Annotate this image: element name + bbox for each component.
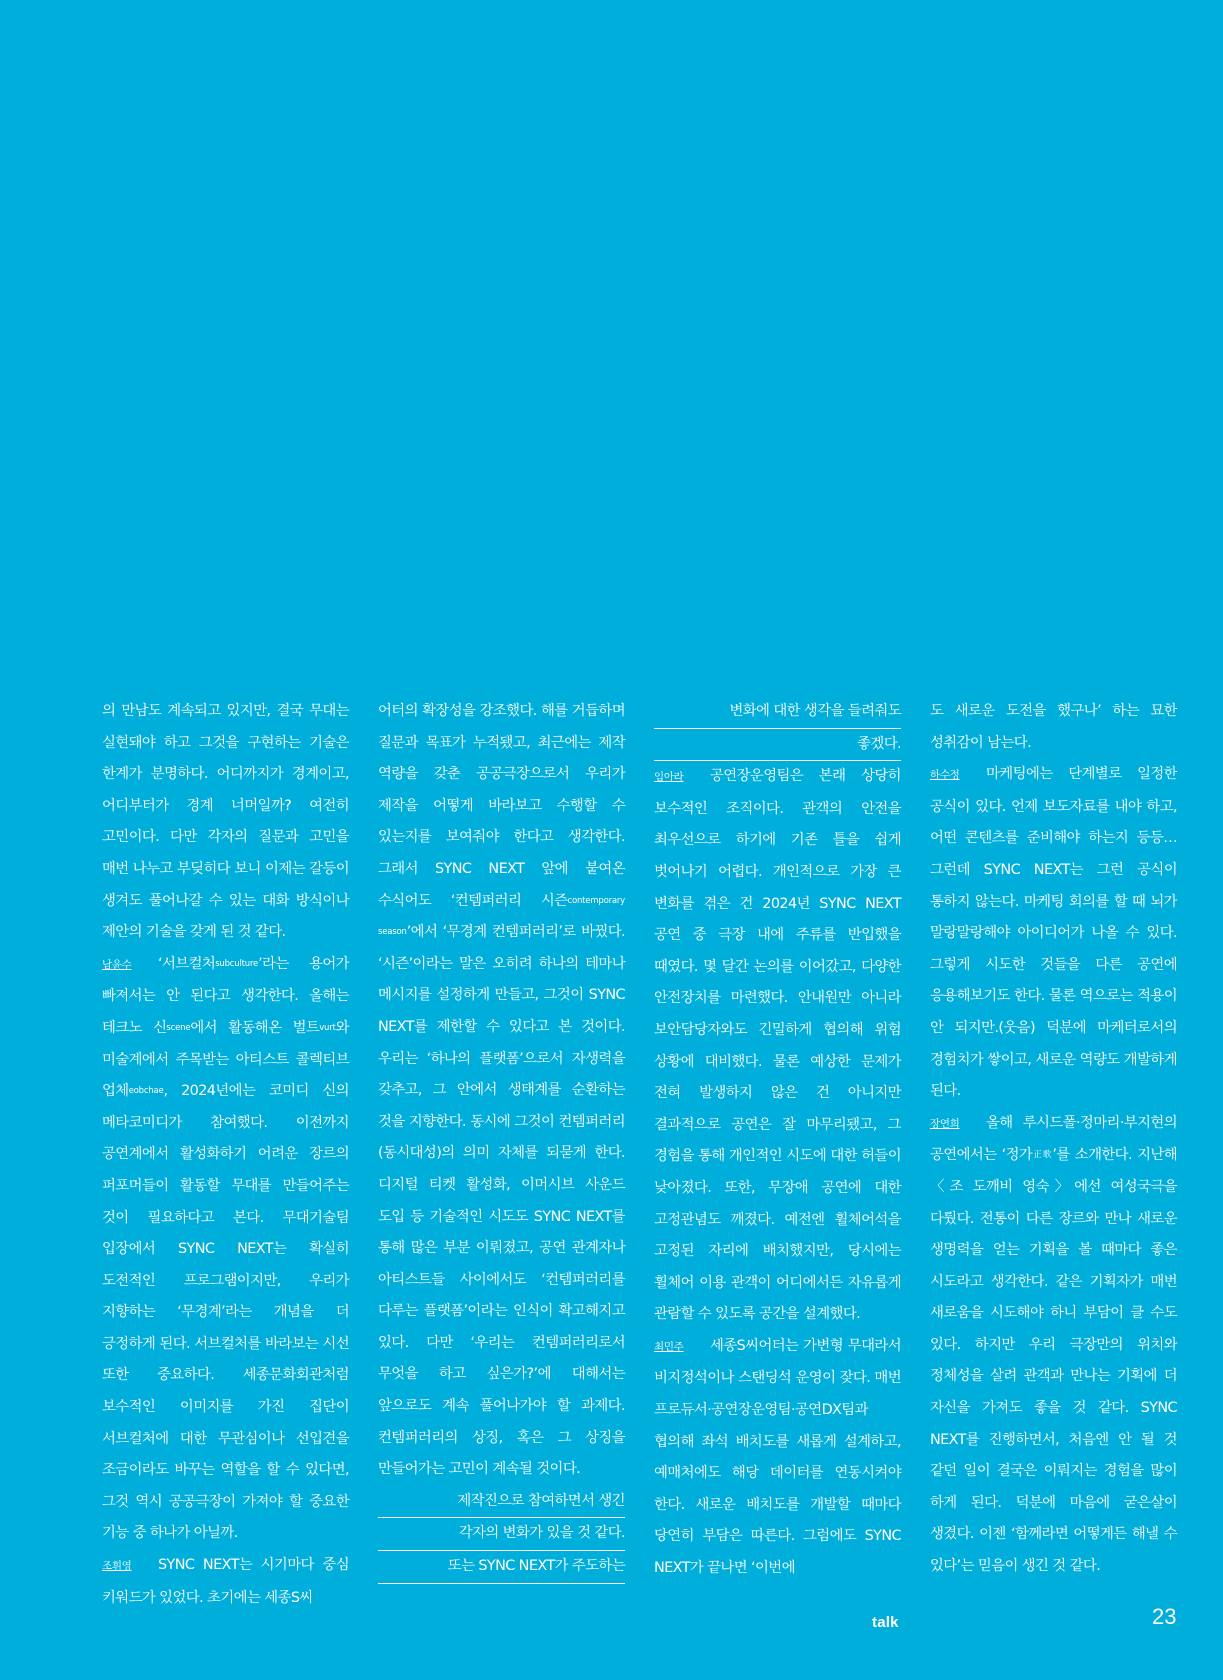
superscript-term: contemporary season — [378, 895, 625, 938]
question-line: 또는 SYNC NEXT가 주도하는 — [378, 1551, 625, 1584]
question-line: 제작진으로 참여하면서 생긴 — [378, 1486, 625, 1519]
text-run: 공연장운영팀은 본래 상당히 보수적인 조직이다. 관객의 안전을 최우선으로 하기에 기존 틀을 쉽게 벗어나기 어렵다. 개인적으로 가장 큰 변화를 겪은 건 2024년 SYNC NEXT 공연 중 극장 내에 주류를 반입했을 때였다. 몇 달간 논의를 이어갔고, 다양한 안전장치를 마련했다. 안내원만 아니라 보안담당자와도 긴밀하게 협의해 위험 상황에 대비했다. 물론 예상한 문제가 전혀 발생하지 않은 건 아니지만 결과적으로 공연은 잘 마무리됐고, 그 경험을 통해 개인적인 시도에 대한 허들이 낮아졌다. 또한, 무장애 공연에 대한 고정관념도 깨졌다. 예전엔 휠체어석을 고정된 자리에 배치했지만, 당시에는 휠체어 이용 관객이 어디에서든 자유롭게 관람할 수 있도록 공간을 설계했다. — [654, 768, 901, 1323]
speaker-name: 하수정 — [930, 769, 960, 782]
paragraph — [930, 1108, 1177, 1583]
question-line: 변화에 대한 생각을 들려줘도 — [654, 696, 901, 729]
text-run: 올해 루시드폴·정마리·부지현의 공연에서는 ‘정가 — [930, 1114, 1177, 1164]
paragraph: 도 새로운 도전을 했구나’ 하는 묘한 성취감이 남는다. — [930, 703, 1177, 751]
paragraph — [654, 1331, 901, 1585]
speaker-name: 남윤수 — [102, 958, 132, 971]
text-run: ’를 소개한다. 지난해 〈조 도깨비 영숙〉에선 여성국극을 다뤘다. 전통이 다른 장르와 만나 새로운 생명력을 얻는 기획을 볼 때마다 좋은 시도라고 생각한다. 같은 기획자가 매번 새로움을 시도해야 하니 부담이 클 수도 있다. 하지만 우리 극장만의 위치와 정체성을 살려 관객과 만나는 기획에 더 자신을 가져도 좋을 것 같다. SYNC NEXT를 진행하면서, 처음엔 안 될 것 같던 일이 결국은 이뤄지는 경험을 많이 하게 된다. 덕분에 마음에 굳은살이 생겼다. 이젠 ‘함께라면 어떻게든 해낼 수 있다’는 믿음이 생긴 것 같다. — [930, 1147, 1177, 1575]
text-run: 와 미술계에서 주목받는 아티스트 콜렉티브 업체 — [102, 1019, 349, 1100]
paragraph — [378, 696, 625, 1486]
superscript-term: subculture — [215, 958, 259, 969]
interview-question — [654, 696, 901, 761]
superscript-term: scene — [166, 1022, 191, 1033]
text-column-2 — [378, 696, 625, 1584]
speaker-name: 장연희 — [930, 1117, 960, 1130]
text-column-1 — [102, 696, 349, 1614]
text-run: 에서 활동해온 벌트 — [190, 1019, 320, 1036]
paragraph — [654, 761, 901, 1331]
interview-question — [378, 1486, 625, 1584]
speaker-name: 조휘영 — [102, 1560, 132, 1573]
text-column-3 — [654, 696, 901, 1585]
superscript-term: eobchae — [128, 1086, 164, 1097]
text-run: 어터의 확장성을 강조했다. 해를 거듭하며 질문과 목표가 누적됐고, 최근에는 제작 역량을 갖춘 공공극장으로서 우리가 제작을 어떻게 바라보고 수행할 수 있는지를 보여줘야 한다고 생각한다. 그래서 SYNC NEXT 앞에 붙여온 수식어도 ‘컨템퍼러리 시즌 — [378, 703, 625, 909]
text-column-4 — [930, 696, 1177, 1583]
speaker-name: 임아라 — [654, 771, 684, 784]
question-line: 각자의 변화가 있을 것 같다. — [378, 1518, 625, 1551]
paragraph: 의 만남도 계속되고 있지만, 결국 무대는 실현돼야 하고 그것을 구현하는 기술은 한계가 분명하다. 어디까지가 경계이고, 어디부터가 경계 너머일까? 여전히 고민이다. 다만 각자의 질문과 고민을 매번 나누고 부딪히다 보니 이제는 갈등이 생겨도 풀어나갈 수 있는 대화 방식이나 제안의 기술을 갖게 된 것 같다. — [102, 703, 349, 941]
page-number: 23 — [1152, 1604, 1177, 1629]
text-run: , 2024년에는 코미디 신의 메타코미디가 참여했다. 이전까지 공연계에서 활성화하기 어려운 장르의 퍼포머들이 활동할 무대를 만들어주는 것이 필요하다고 본다. 무대기술팀 입장에서 SYNC NEXT는 확실히 도전적인 프로그램이지만, 우리가 지향하는 ‘무경계’라는 개념을 더 긍정하게 된다. 서브컬처를 바라보는 시선 또한 중요하다. 세종문화회관처럼 보수적인 이미지를 가진 집단이 서브컬처에 대한 무관심이나 선입견을 조금이라도 바꾸는 역할을 할 수 있다면, 그것 역시 공공극장이 가져야 할 중요한 기능 중 하나가 아닐까. — [102, 1083, 349, 1542]
text-run: SYNC NEXT는 시기마다 중심 키워드가 있었다. 초기에는 세종S씨 — [102, 1557, 349, 1606]
superscript-term: vurt — [319, 1022, 336, 1033]
superscript-term: 正歌 — [1032, 1150, 1053, 1161]
text-run: 세종S씨어터는 가변형 무대라서 비지정석이나 스탠딩석 운영이 잦다. 매번 프로듀서·공연장운영팀·공연DX팀과 협의해 좌석 배치도를 새롭게 설계하고, 예매처에도 해당 데이터를 연동시켜야 한다. 새로운 배치도를 개발할 때마다 당연히 부담은 따른다. 그럼에도 SYNC NEXT가 끝나면 ‘이번에 — [654, 1337, 901, 1577]
question-line: 좋겠다. — [654, 729, 901, 762]
text-run: ’라는 용어가 빠져서는 안 된다고 생각한다. 올해는 테크노 신 — [102, 955, 349, 1036]
text-run: ’에서 ‘무경계 컨템퍼러리’로 바꿨다. ‘시즌’이라는 말은 오히려 하나의 테마나 메시지를 설정하게 만들고, 그것이 SYNC NEXT를 제한할 수 있다고 본 것이다. 우리는 ‘하나의 플랫폼’으로서 자생력을 갖추고, 그 안에서 생태계를 순환하는 것을 지향한다. 동시에 그것이 컨템퍼러리(동시대성)의 의미 자체를 되묻게 한다. 디지털 티켓 활성화, 이머시브 사운드 도입 등 기술적인 시도도 SYNC NEXT를 통해 많은 부분 이뤄졌고, 공연 관계자나 아티스트들 사이에서도 ‘컨템퍼러리를 다루는 플랫폼’이라는 인식이 확고해지고 있다. 다만 ‘우리는 컨템퍼러리로서 무엇을 하고 싶은가?’에 대해서는 앞으로도 계속 풀어나가야 할 과제다. 컨템퍼러리의 상징, 혹은 그 상징을 만들어가는 고민이 계속될 것이다. — [378, 924, 625, 1478]
paragraph — [102, 949, 349, 1550]
text-run: 마케팅에는 단계별로 일정한 공식이 있다. 언제 보도자료를 내야 하고, 어떤 콘텐츠를 준비해야 하는지 등등… 그런데 SYNC NEXT는 그런 공식이 통하지 않는다. 마케팅 회의를 할 때 뇌가 말랑말랑해야 아이디어가 나올 수 있다. 그렇게 시도한 것들을 다른 공연에 응용해보기도 한다. 물론 역으로는 적용이 안 되지만.(웃음) 덕분에 마케터로서의 경험치가 쌓이고, 새로운 역량도 개발하게 된다. — [930, 766, 1177, 1100]
text-run: ‘서브컬처 — [158, 955, 216, 972]
paragraph — [102, 1550, 349, 1614]
paragraph — [930, 759, 1177, 1108]
section-label: talk — [872, 1614, 899, 1631]
speaker-name: 최민주 — [654, 1340, 684, 1353]
